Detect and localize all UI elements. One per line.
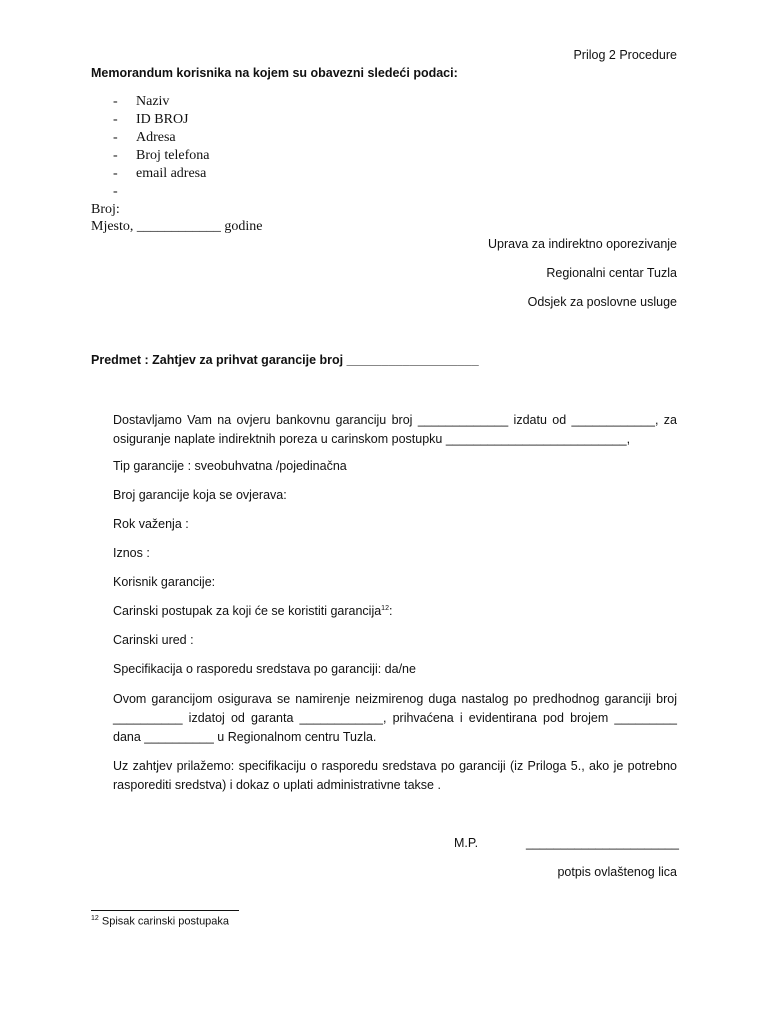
customs-procedure-label: Carinski postupak za koji će se koristiti garancija: [113, 604, 382, 618]
guarantee-type: Tip garancije : sveobuhvatna /pojedinačna: [113, 459, 347, 473]
attachment-label: Prilog 2 Procedure: [573, 48, 677, 62]
intro-paragraph: Dostavljamo Vam na ovjeru bankovnu garanciju broj _____________ izdatu od ____________, za osiguranje naplate indirektnih poreza u carinskom postupku __________________________,: [113, 413, 677, 446]
list-item: ID BROJ: [136, 112, 189, 127]
place-date-field: Mjesto, ____________ godine: [91, 219, 263, 234]
guarantee-number: Broj garancije koja se ovjerava:: [113, 488, 287, 502]
debt-paragraph: Ovom garancijom osigurava se namirenje neizmirenog duga nastalog po predhodnog garanciji broj __________ izdatoj od garanta ____________, prihvaćena i evidentirana pod brojem _________ dana __________ u Regionalnom centru Tuzla.: [113, 692, 677, 744]
list-item-dash: -: [113, 166, 118, 181]
signature-label: potpis ovlaštenog lica: [557, 865, 677, 879]
beneficiary-field: Korisnik garancije:: [113, 575, 216, 589]
attachments-paragraph: Uz zahtjev prilažemo: specifikaciju o rasporedu sredstava po garanciji (iz Priloga 5., ako je potrebno rasporediti sredstva) i dokaz o uplati administrativne takse .: [113, 759, 677, 792]
list-item-dash: -: [113, 112, 118, 127]
memo-title: Memorandum korisnika na kojem su obavezni sledeći podaci:: [91, 66, 458, 80]
footnote-divider: [91, 910, 239, 911]
recipient-line-2: Regionalni centar Tuzla: [546, 266, 677, 280]
footnote-number: 12: [91, 915, 99, 922]
footnote: [91, 915, 229, 928]
list-item: Naziv: [136, 94, 170, 109]
customs-procedure-field: [113, 604, 392, 618]
list-item-dash: -: [113, 94, 118, 109]
subject-line: Predmet : Zahtjev za prihvat garancije broj ___________________: [91, 353, 479, 367]
recipient-line-1: Uprava za indirektno oporezivanje: [488, 237, 677, 251]
recipient-line-3: Odsjek za poslovne usluge: [527, 295, 677, 309]
specification-field: Specifikacija o rasporedu sredstava po garanciji: da/ne: [113, 662, 416, 676]
signature-line: ______________________: [526, 836, 679, 850]
validity-field: Rok važenja :: [113, 517, 189, 531]
number-field: Broj:: [91, 202, 120, 217]
list-item: Adresa: [136, 130, 176, 145]
list-item-dash: -: [113, 148, 118, 163]
list-item-dash: -: [113, 130, 118, 145]
footnote-reference: 12: [381, 604, 389, 612]
amount-field: Iznos :: [113, 546, 150, 560]
stamp-label: M.P.: [454, 836, 479, 850]
list-item: email adresa: [136, 166, 207, 181]
list-item-dash: -: [113, 184, 118, 199]
customs-office-field: Carinski ured :: [113, 633, 194, 647]
list-item: Broj telefona: [136, 148, 210, 163]
customs-procedure-colon: :: [388, 604, 393, 618]
footnote-text: Spisak carinski postupaka: [101, 915, 230, 928]
